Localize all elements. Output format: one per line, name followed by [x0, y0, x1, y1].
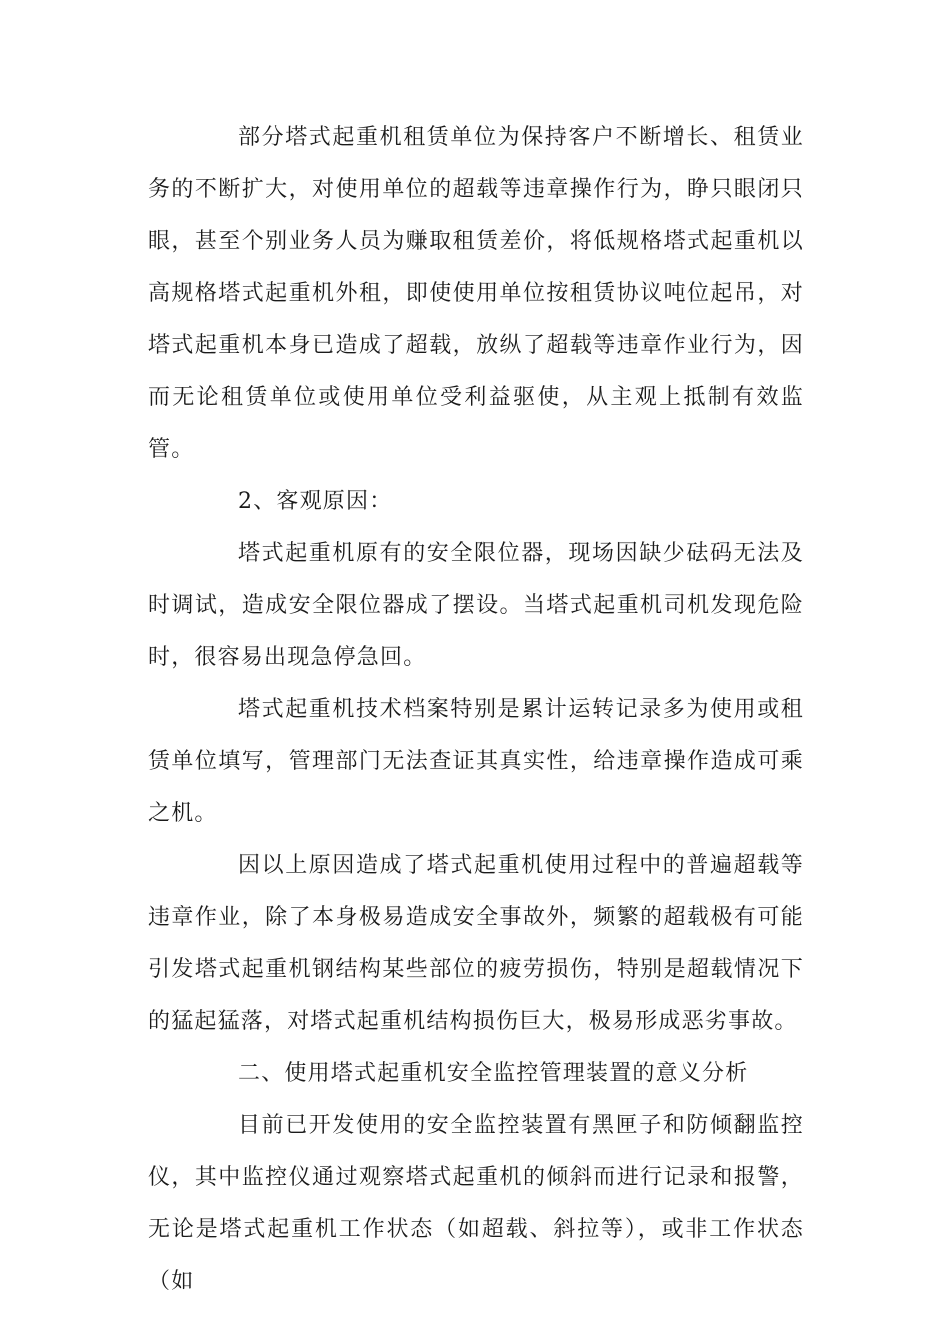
paragraph-subjective-cause: 部分塔式起重机租赁单位为保持客户不断增长、租赁业务的不断扩大，对使用单位的超载等违章操作行为，睁只眼闭只眼，甚至个别业务人员为赚取租赁差价，将低规格塔式起重机以高规格塔式起重机外租，即使使用单位按租赁协议吨位起吊，对塔式起重机本身已造成了超载，放纵了超载等违章作业行为，因而无论租赁单位或使用单位受利益驱使，从主观上抵制有效监管。: [148, 125, 804, 462]
section-heading-monitoring: 二、使用塔式起重机安全监控管理装置的意义分析: [238, 1061, 749, 1086]
paragraph-records: 塔式起重机技术档案特别是累计运转记录多为使用或租赁单位填写，管理部门无法查证其真实性，给违章操作造成可乘之机。: [148, 697, 804, 826]
paragraph-monitoring-devices: 目前已开发使用的安全监控装置有黑匣子和防倾翻监控仪，其中监控仪通过观察塔式起重机的倾斜而进行记录和报警，无论是塔式起重机工作状态（如超载、斜拉等），或非工作状态（如: [148, 1113, 804, 1294]
paragraph-limiter: 塔式起重机原有的安全限位器，现场因缺少砝码无法及时调试，造成安全限位器成了摆设。当塔式起重机司机发现危险时，很容易出现急停急回。: [148, 541, 804, 670]
paragraph-consequence: 因以上原因造成了塔式起重机使用过程中的普遍超载等违章作业，除了本身极易造成安全事故外，频繁的超载极有可能引发塔式起重机钢结构某些部位的疲劳损伤，特别是超载情况下的猛起猛落，对塔式起重机结构损伤巨大，极易形成恶劣事故。: [148, 853, 804, 1034]
document-body: [148, 112, 804, 1308]
heading-objective-cause: 2、客观原因：: [238, 489, 393, 514]
